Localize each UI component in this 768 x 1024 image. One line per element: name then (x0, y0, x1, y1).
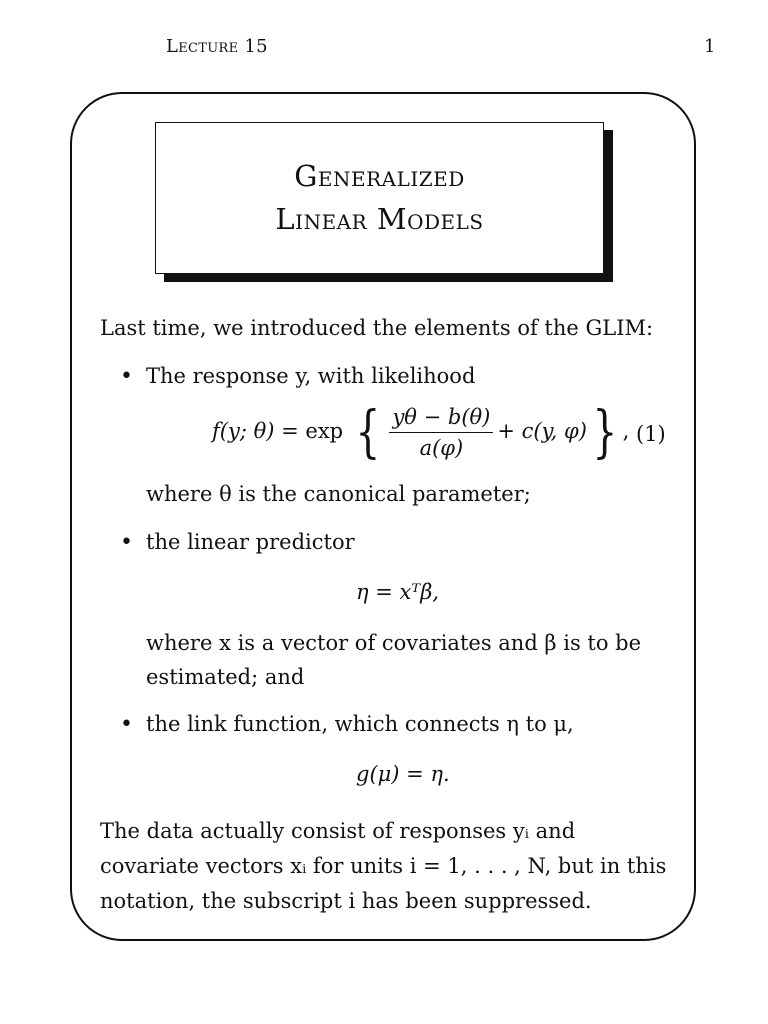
eq1-lhs: f(y; θ) (212, 419, 275, 443)
bullet-3-text: the link function, which connects η to μ, (146, 712, 574, 736)
bullet-dot-1: • (120, 364, 133, 389)
closing-line-2: covariate vectors xᵢ for units i = 1, . . . , N, but in this (100, 854, 667, 878)
bullet-1-text: The response y, with likelihood (146, 364, 476, 388)
eq1-exp: exp (305, 419, 344, 443)
page-number: 1 (704, 36, 716, 57)
eq1-fraction (389, 404, 493, 461)
linear-predictor-equation: η = xᵀβ, (356, 580, 440, 604)
title-line-1: Generalized (294, 159, 465, 193)
title-box (155, 122, 604, 274)
title-line-2: Linear Models (275, 202, 484, 236)
closing-line-3: notation, the subscript i has been suppressed. (100, 889, 592, 913)
eq1-denominator: a(φ) (419, 436, 464, 460)
bullet-1-note: where θ is the canonical parameter; (146, 482, 531, 506)
bullet-2-text: the linear predictor (146, 530, 355, 554)
bullet-dot-2: • (120, 530, 133, 555)
likelihood-equation: f(y; θ) = exp { $\frac{y\theta - b(\theta)}{a(\varphi)}$ + c(y, φ)} , (212, 399, 630, 465)
lecture-header: Lecture 15 (166, 36, 268, 57)
eq1-extra-term: + c(y, φ) (497, 419, 587, 443)
closing-line-1: The data actually consist of responses yᵢ and (100, 819, 576, 843)
bullet-2-note-line-1: where x is a vector of covariates and β is to be (146, 631, 642, 655)
bullet-2-note-line-2: estimated; and (146, 665, 305, 689)
link-function-equation: g(μ) = η. (356, 762, 450, 786)
intro-text: Last time, we introduced the elements of the GLIM: (100, 316, 654, 340)
bullet-dot-3: • (120, 712, 133, 737)
eq1-numerator: yθ − b(θ) (389, 404, 493, 433)
equation-number: (1) (636, 422, 666, 446)
